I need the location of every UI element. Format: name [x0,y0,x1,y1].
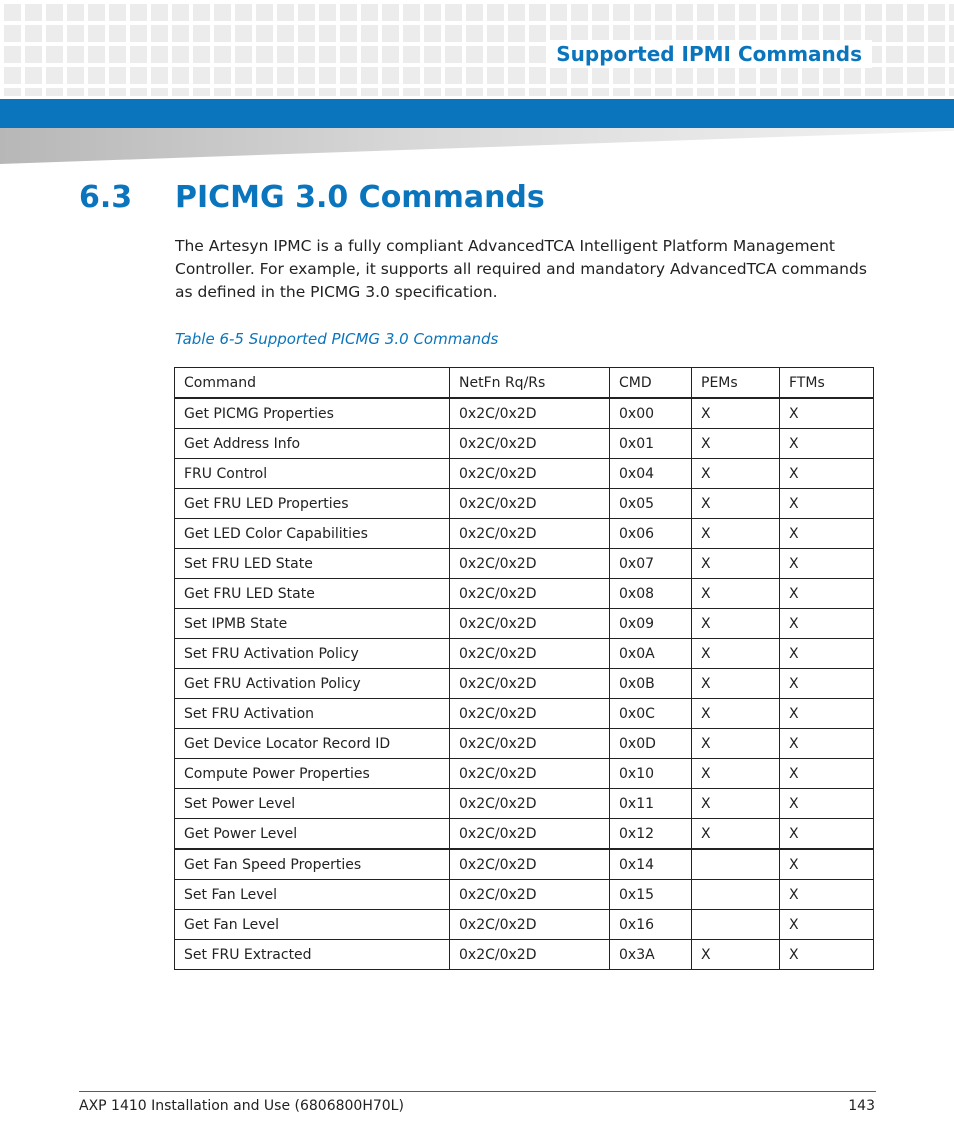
cell-cmd: 0x0C [610,699,692,729]
cell-pems: X [692,609,780,639]
section-number: 6.3 [79,180,133,215]
cell-netfn: 0x2C/0x2D [450,639,610,669]
cell-cmd: 0x0D [610,729,692,759]
table-row [175,519,874,549]
cell-pems: X [692,819,780,850]
cell-netfn: 0x2C/0x2D [450,759,610,789]
cell-ftms: X [780,459,874,489]
table-row [175,699,874,729]
table-row [175,609,874,639]
cell-netfn: 0x2C/0x2D [450,819,610,850]
cell-cmd: 0x10 [610,759,692,789]
column-header-cmd: CMD [610,368,692,399]
cell-command: Set IPMB State [175,609,450,639]
cell-pems: X [692,459,780,489]
header-blue-band [0,99,954,128]
cell-cmd: 0x0A [610,639,692,669]
cell-cmd: 0x06 [610,519,692,549]
table-row [175,429,874,459]
cell-pems [692,910,780,940]
cell-ftms: X [780,549,874,579]
table-header-row [175,368,874,399]
cell-netfn: 0x2C/0x2D [450,549,610,579]
cell-command: Set FRU LED State [175,549,450,579]
table-row [175,579,874,609]
cell-ftms: X [780,849,874,880]
cell-pems: X [692,489,780,519]
table-row [175,729,874,759]
column-header-netfn: NetFn Rq/Rs [450,368,610,399]
cell-command: FRU Control [175,459,450,489]
cell-ftms: X [780,910,874,940]
running-header-title: Supported IPMI Commands [546,40,872,68]
cell-cmd: 0x07 [610,549,692,579]
table-row [175,398,874,429]
cell-cmd: 0x16 [610,910,692,940]
cell-netfn: 0x2C/0x2D [450,609,610,639]
cell-pems: X [692,549,780,579]
cell-ftms: X [780,519,874,549]
cell-netfn: 0x2C/0x2D [450,849,610,880]
cell-command: Get Fan Level [175,910,450,940]
table-row [175,910,874,940]
cell-cmd: 0x09 [610,609,692,639]
cell-pems [692,880,780,910]
cell-ftms: X [780,789,874,819]
cell-cmd: 0x3A [610,940,692,970]
cell-ftms: X [780,429,874,459]
cell-ftms: X [780,729,874,759]
cell-cmd: 0x14 [610,849,692,880]
page-number: 143 [848,1098,875,1114]
header-gray-wedge [0,128,954,164]
footer-rule [79,1091,876,1092]
column-header-ftms: FTMs [780,368,874,399]
cell-command: Get Device Locator Record ID [175,729,450,759]
cell-ftms: X [780,669,874,699]
cell-command: Set Power Level [175,789,450,819]
cell-pems: X [692,789,780,819]
cell-cmd: 0x08 [610,579,692,609]
cell-netfn: 0x2C/0x2D [450,729,610,759]
cell-command: Get FRU LED State [175,579,450,609]
table-row [175,459,874,489]
cell-pems: X [692,429,780,459]
intro-paragraph: The Artesyn IPMC is a fully compliant AdvancedTCA Intelligent Platform Management Controller. For example, it supports all required and mandatory AdvancedTCA commands as defined in the PICMG 3.0 specification. [175,237,867,301]
cell-netfn: 0x2C/0x2D [450,880,610,910]
cell-command: Get Power Level [175,819,450,850]
cell-cmd: 0x04 [610,459,692,489]
column-header-pems: PEMs [692,368,780,399]
cell-ftms: X [780,940,874,970]
cell-cmd: 0x0B [610,669,692,699]
cell-pems: X [692,639,780,669]
table-caption: Table 6-5 Supported PICMG 3.0 Commands [175,330,499,348]
cell-command: Get Address Info [175,429,450,459]
cell-command: Set Fan Level [175,880,450,910]
cell-pems: X [692,699,780,729]
cell-pems: X [692,669,780,699]
cell-command: Get FRU LED Properties [175,489,450,519]
table-row [175,759,874,789]
table-row [175,849,874,880]
cell-ftms: X [780,639,874,669]
cell-netfn: 0x2C/0x2D [450,699,610,729]
cell-command: Get Fan Speed Properties [175,849,450,880]
cell-pems: X [692,729,780,759]
cell-cmd: 0x01 [610,429,692,459]
table-body [175,398,874,970]
table-row [175,940,874,970]
cell-cmd: 0x15 [610,880,692,910]
cell-ftms: X [780,759,874,789]
section-title: PICMG 3.0 Commands [175,180,545,215]
cell-pems: X [692,940,780,970]
cell-netfn: 0x2C/0x2D [450,519,610,549]
cell-ftms: X [780,609,874,639]
cell-ftms: X [780,579,874,609]
footer-document-title: AXP 1410 Installation and Use (6806800H70L) [79,1098,404,1114]
table-row [175,549,874,579]
table-row [175,669,874,699]
cell-command: Set FRU Extracted [175,940,450,970]
cell-pems: X [692,579,780,609]
cell-pems: X [692,759,780,789]
cell-netfn: 0x2C/0x2D [450,940,610,970]
cell-ftms: X [780,398,874,429]
picmg-commands-table [174,367,874,970]
cell-netfn: 0x2C/0x2D [450,910,610,940]
cell-netfn: 0x2C/0x2D [450,398,610,429]
cell-cmd: 0x11 [610,789,692,819]
cell-command: Set FRU Activation Policy [175,639,450,669]
cell-pems [692,849,780,880]
cell-netfn: 0x2C/0x2D [450,579,610,609]
cell-cmd: 0x05 [610,489,692,519]
cell-netfn: 0x2C/0x2D [450,669,610,699]
cell-cmd: 0x00 [610,398,692,429]
cell-netfn: 0x2C/0x2D [450,459,610,489]
cell-pems: X [692,519,780,549]
cell-command: Get FRU Activation Policy [175,669,450,699]
table-row [175,819,874,850]
table-row [175,639,874,669]
cell-ftms: X [780,699,874,729]
cell-cmd: 0x12 [610,819,692,850]
cell-netfn: 0x2C/0x2D [450,429,610,459]
cell-netfn: 0x2C/0x2D [450,789,610,819]
table-row [175,489,874,519]
cell-pems: X [692,398,780,429]
table-row [175,789,874,819]
table-row [175,880,874,910]
cell-command: Get LED Color Capabilities [175,519,450,549]
cell-command: Set FRU Activation [175,699,450,729]
column-header-command: Command [175,368,450,399]
cell-ftms: X [780,880,874,910]
cell-command: Compute Power Properties [175,759,450,789]
cell-netfn: 0x2C/0x2D [450,489,610,519]
cell-ftms: X [780,489,874,519]
cell-ftms: X [780,819,874,850]
cell-command: Get PICMG Properties [175,398,450,429]
